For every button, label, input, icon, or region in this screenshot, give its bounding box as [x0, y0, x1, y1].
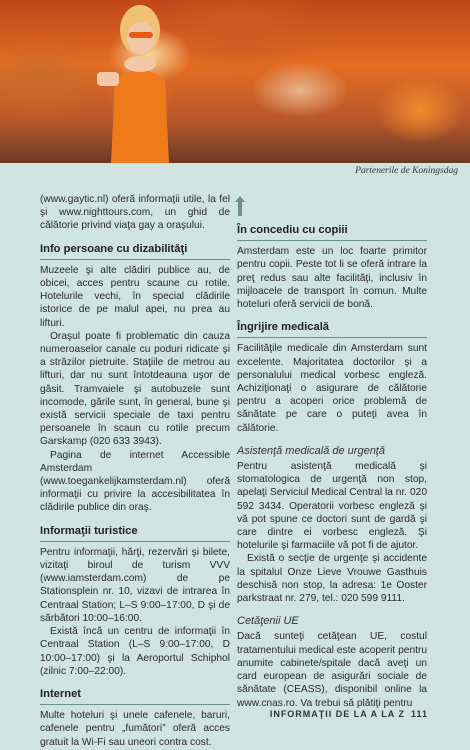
paragraph: Pentru asistenţă medicală şi stomatologica de urgenţă non stop, apelaţi Serviciul Medical Central la nr. 020 592 3434. Operatorii vorbesc engleză şi vă pot spune ce doctori sunt de gardă şi care dintre ei vorbesc engleză. Şi hotelurile şi farmaciile vă pot fi de ajutor.	[237, 461, 427, 552]
paragraph: Amsterdam este un loc foarte primitor pentru copii. Peste tot li se oferă intrare la preţ redus sau alte facilităţi, inclusiv în mijloacele de transport în comun. Multe hoteluri oferă servicii de bonă.	[237, 246, 427, 311]
right-column	[237, 198, 427, 710]
paragraph: Multe hoteluri şi unele cafenele, baruri, cafenele pentru „fumători” oferă acces gratuit la Wi-Fi sau uneori contra cost.	[40, 710, 230, 748]
heading-children: În concediu cu copiii	[237, 224, 427, 241]
paragraph: Facilităţile medicale din Amsterdam sunt excelente. Majoritatea doctorilor şi a personalului medical vorbesc engleză. Achiziţionaţi o asigurare de călătorie pentru a acoperi orice problemă de sănătate pe care o puteţi avea în călătorie.	[237, 343, 427, 434]
woman-in-orange-illustration	[95, 0, 185, 163]
paragraph: Pagina de internet Accessible Amsterdam (www.toegankelijkamsterdam.nl) oferă informaţii cu privire la accesibilitatea în clădirile publice din oraş.	[40, 449, 230, 514]
page-footer	[270, 709, 428, 719]
crowd-photo	[0, 0, 470, 163]
heading-medical-care: Îngrijire medicală	[237, 321, 427, 338]
left-column	[40, 193, 230, 749]
section-label: INFORMAŢII DE LA A LA Z	[269, 709, 405, 719]
photo-caption: Partenerile de Koningsdag	[355, 166, 458, 176]
paragraph: Pentru informaţii, hărţi, rezervări şi bilete, vizitaţi biroul de turism VVV (www.iamsterdam.com) de pe Stationsplein nr. 10, vizavi de intrarea în Centraal Station; L–S 9:00–17:00, D şi de sărbători 10:00–16:00.	[40, 546, 230, 624]
paragraph: Dacă sunteţi cetăţean UE, costul tratamentului medical este acoperit pentru anumite cabinete/spitale dacă aveţi un card european de asigurări sociale de sănătate (CEASS), disponibil online la www.cnas.ro. Va trebui să plătiţi pentru	[237, 631, 427, 709]
heading-internet: Internet	[40, 688, 230, 705]
paragraph: Oraşul poate fi problematic din cauza numeroaselor canale cu poduri ridicate şi a străzilor pietruite. Staţiile de metrou au lifturi, dar nu sunt întotdeauna uşor de găsit. Tramvaiele şi autobuzele sunt incomode, gările sunt, în general, bune şi există servicii speciale de taxi pentru persoanele în scaun cu rotile precum Garskamp (020 633 3943).	[40, 330, 230, 448]
heading-disabilities: Info persoane cu dizabilităţi	[40, 243, 230, 260]
intro-paragraph: (www.gaytic.nl) oferă informaţii utile, la fel şi www.nighttours.com, un ghid de călătorie privind viaţa gay a oraşului.	[40, 194, 230, 232]
subheading-eu-citizens: Cetăţenii UE	[237, 615, 299, 628]
page-number: 111	[410, 709, 428, 719]
paragraph: Există încă un centru de informaţii în Centraal Station (L–S 9:00–17:00, D 10:00–17:00) şi la Aeroportul Schiphol (zilnic 7:00–22:00).	[40, 626, 230, 677]
paragraph: Muzeele şi alte clădiri publice au, de obicei, acces pentru scaune cu rotile. Hotelurile vechi, în special clădirile istorice de pe malul apei, nu prea au lifturi.	[40, 264, 230, 329]
subheading-emergency: Asistenţă medicală de urgenţă	[237, 444, 385, 457]
paragraph: Există o secţie de urgenţe şi accidente la spitalul Onze Lieve Vrouwe Gasthuis deschisă non stop, la adresa: 1e Ooster parkstraat nr. 279, tel.: 020 599 9111.	[237, 553, 427, 605]
heading-tourist-info: Informaţii turistice	[40, 525, 230, 542]
